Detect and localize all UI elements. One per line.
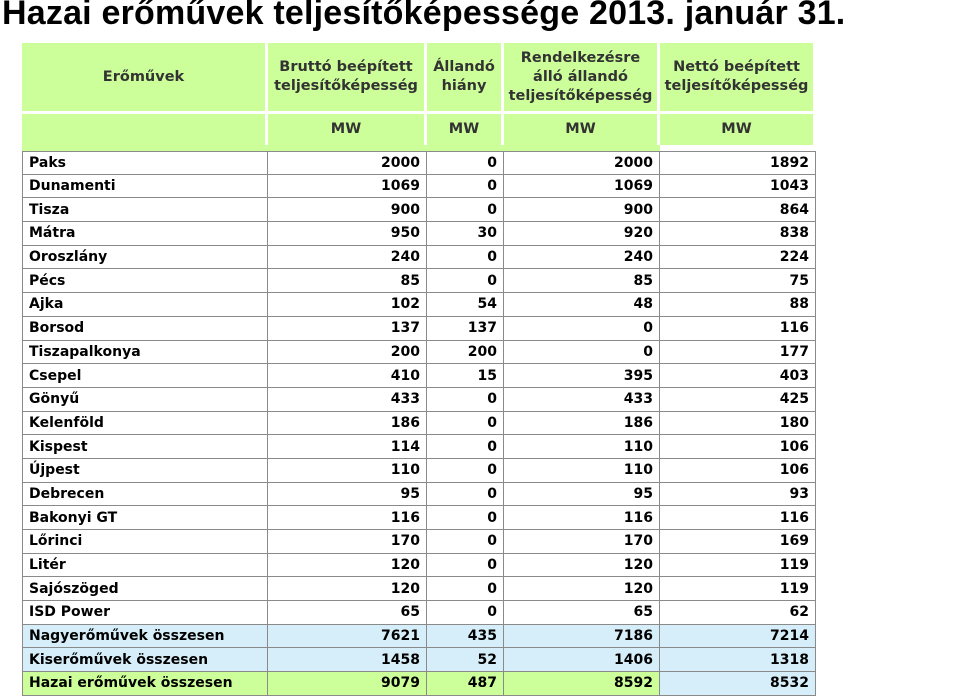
deficit-cell: 0 bbox=[427, 269, 504, 293]
net-capacity-cell: 106 bbox=[660, 459, 816, 483]
table-row bbox=[22, 341, 816, 365]
deficit-cell: 0 bbox=[427, 530, 504, 554]
net-capacity-cell: 224 bbox=[660, 246, 816, 270]
deficit-cell: 0 bbox=[427, 151, 504, 175]
plant-name-cell: Dunamenti bbox=[22, 175, 268, 199]
plant-name-cell: Mátra bbox=[22, 222, 268, 246]
table-row bbox=[22, 530, 816, 554]
available-capacity-cell: 48 bbox=[504, 293, 660, 317]
net-capacity-cell: 403 bbox=[660, 364, 816, 388]
table-row bbox=[22, 246, 816, 270]
available-capacity-cell: 120 bbox=[504, 554, 660, 578]
available-capacity-cell: 120 bbox=[504, 577, 660, 601]
plant-name-cell: Tiszapalkonya bbox=[22, 341, 268, 365]
deficit-cell: 0 bbox=[427, 577, 504, 601]
plant-name-cell: Ajka bbox=[22, 293, 268, 317]
deficit-cell: 0 bbox=[427, 601, 504, 625]
available-capacity-cell: 170 bbox=[504, 530, 660, 554]
available-capacity-cell: 110 bbox=[504, 435, 660, 459]
net-capacity-cell: 177 bbox=[660, 341, 816, 365]
header-available-capacity: Rendelkezésre álló állandó teljesítőképesség bbox=[504, 43, 660, 114]
header-permanent-deficit: Állandó hiány bbox=[427, 43, 504, 114]
gross-capacity-cell: 95 bbox=[268, 483, 427, 507]
unit-net: MW bbox=[660, 114, 816, 145]
net-capacity-cell: 116 bbox=[660, 317, 816, 341]
net-capacity-cell: 838 bbox=[660, 222, 816, 246]
deficit-cell: 0 bbox=[427, 175, 504, 199]
gross-capacity-cell: 114 bbox=[268, 435, 427, 459]
capacity-table bbox=[22, 43, 816, 696]
table-row bbox=[22, 601, 816, 625]
available-capacity-cell: 1069 bbox=[504, 175, 660, 199]
net-capacity-cell: 88 bbox=[660, 293, 816, 317]
deficit-cell: 0 bbox=[427, 506, 504, 530]
plant-name-cell: Debrecen bbox=[22, 483, 268, 507]
available-capacity-cell: 0 bbox=[504, 317, 660, 341]
gross-capacity-cell: 433 bbox=[268, 388, 427, 412]
table-row bbox=[22, 412, 816, 436]
available-capacity-cell: 7186 bbox=[504, 625, 660, 649]
plant-name-cell: Bakonyi GT bbox=[22, 506, 268, 530]
plant-name-cell: Gönyű bbox=[22, 388, 268, 412]
gross-capacity-cell: 120 bbox=[268, 554, 427, 578]
table-row bbox=[22, 269, 816, 293]
net-capacity-cell: 169 bbox=[660, 530, 816, 554]
plant-name-cell: Sajószöged bbox=[22, 577, 268, 601]
gross-capacity-cell: 1069 bbox=[268, 175, 427, 199]
net-capacity-cell: 75 bbox=[660, 269, 816, 293]
net-capacity-cell: 8532 bbox=[660, 672, 816, 696]
net-capacity-cell: 1043 bbox=[660, 175, 816, 199]
total-row bbox=[22, 672, 816, 696]
net-capacity-cell: 1318 bbox=[660, 648, 816, 672]
plant-name-cell: Litér bbox=[22, 554, 268, 578]
available-capacity-cell: 65 bbox=[504, 601, 660, 625]
available-capacity-cell: 85 bbox=[504, 269, 660, 293]
deficit-cell: 200 bbox=[427, 341, 504, 365]
plant-name-cell: Csepel bbox=[22, 364, 268, 388]
gross-capacity-cell: 116 bbox=[268, 506, 427, 530]
deficit-cell: 487 bbox=[427, 672, 504, 696]
deficit-cell: 0 bbox=[427, 388, 504, 412]
header-power-plants: Erőművek bbox=[22, 43, 268, 114]
deficit-cell: 435 bbox=[427, 625, 504, 649]
net-capacity-cell: 116 bbox=[660, 506, 816, 530]
table-body bbox=[22, 151, 816, 696]
deficit-cell: 0 bbox=[427, 246, 504, 270]
gross-capacity-cell: 240 bbox=[268, 246, 427, 270]
deficit-cell: 0 bbox=[427, 554, 504, 578]
unit-gross: MW bbox=[268, 114, 427, 145]
available-capacity-cell: 900 bbox=[504, 198, 660, 222]
table-row bbox=[22, 483, 816, 507]
page-title: Hazai erőművek teljesítőképessége 2013. január 31. bbox=[2, 0, 846, 32]
net-capacity-cell: 425 bbox=[660, 388, 816, 412]
unit-available: MW bbox=[504, 114, 660, 145]
net-capacity-cell: 864 bbox=[660, 198, 816, 222]
net-capacity-cell: 62 bbox=[660, 601, 816, 625]
table-row bbox=[22, 577, 816, 601]
gross-capacity-cell: 9079 bbox=[268, 672, 427, 696]
net-capacity-cell: 180 bbox=[660, 412, 816, 436]
gross-capacity-cell: 170 bbox=[268, 530, 427, 554]
net-capacity-cell: 119 bbox=[660, 554, 816, 578]
unit-deficit: MW bbox=[427, 114, 504, 145]
gross-capacity-cell: 102 bbox=[268, 293, 427, 317]
deficit-cell: 137 bbox=[427, 317, 504, 341]
deficit-cell: 54 bbox=[427, 293, 504, 317]
net-capacity-cell: 119 bbox=[660, 577, 816, 601]
available-capacity-cell: 240 bbox=[504, 246, 660, 270]
deficit-cell: 0 bbox=[427, 198, 504, 222]
available-capacity-cell: 1406 bbox=[504, 648, 660, 672]
table-row bbox=[22, 198, 816, 222]
unit-cell-empty bbox=[22, 114, 268, 145]
gross-capacity-cell: 2000 bbox=[268, 151, 427, 175]
available-capacity-cell: 95 bbox=[504, 483, 660, 507]
plant-name-cell: Pécs bbox=[22, 269, 268, 293]
available-capacity-cell: 186 bbox=[504, 412, 660, 436]
gross-capacity-cell: 85 bbox=[268, 269, 427, 293]
gross-capacity-cell: 410 bbox=[268, 364, 427, 388]
header-gross-capacity: Bruttó beépített teljesítőképesség bbox=[268, 43, 427, 114]
plant-name-cell: Kelenföld bbox=[22, 412, 268, 436]
gross-capacity-cell: 65 bbox=[268, 601, 427, 625]
gross-capacity-cell: 120 bbox=[268, 577, 427, 601]
subtotal-row bbox=[22, 648, 816, 672]
available-capacity-cell: 0 bbox=[504, 341, 660, 365]
table-row bbox=[22, 459, 816, 483]
plant-name-cell: Paks bbox=[22, 151, 268, 175]
plant-name-cell: Újpest bbox=[22, 459, 268, 483]
gross-capacity-cell: 1458 bbox=[268, 648, 427, 672]
gross-capacity-cell: 200 bbox=[268, 341, 427, 365]
available-capacity-cell: 110 bbox=[504, 459, 660, 483]
deficit-cell: 15 bbox=[427, 364, 504, 388]
available-capacity-cell: 8592 bbox=[504, 672, 660, 696]
deficit-cell: 30 bbox=[427, 222, 504, 246]
table-row bbox=[22, 151, 816, 175]
plant-name-cell: Lőrinci bbox=[22, 530, 268, 554]
available-capacity-cell: 433 bbox=[504, 388, 660, 412]
gross-capacity-cell: 186 bbox=[268, 412, 427, 436]
plant-name-cell: Nagyerőművek összesen bbox=[22, 625, 268, 649]
available-capacity-cell: 2000 bbox=[504, 151, 660, 175]
gross-capacity-cell: 110 bbox=[268, 459, 427, 483]
table-row bbox=[22, 293, 816, 317]
plant-name-cell: Tisza bbox=[22, 198, 268, 222]
deficit-cell: 0 bbox=[427, 435, 504, 459]
plant-name-cell: Kiserőművek összesen bbox=[22, 648, 268, 672]
gross-capacity-cell: 950 bbox=[268, 222, 427, 246]
table-row bbox=[22, 554, 816, 578]
table-row bbox=[22, 175, 816, 199]
deficit-cell: 52 bbox=[427, 648, 504, 672]
table-row bbox=[22, 222, 816, 246]
table-row bbox=[22, 506, 816, 530]
deficit-cell: 0 bbox=[427, 412, 504, 436]
plant-name-cell: Oroszlány bbox=[22, 246, 268, 270]
capacity-table-wrapper bbox=[22, 43, 816, 696]
plant-name-cell: Kispest bbox=[22, 435, 268, 459]
gross-capacity-cell: 900 bbox=[268, 198, 427, 222]
plant-name-cell: Borsod bbox=[22, 317, 268, 341]
header-net-capacity: Nettó beépített teljesítőképesség bbox=[660, 43, 816, 114]
net-capacity-cell: 7214 bbox=[660, 625, 816, 649]
plant-name-cell: ISD Power bbox=[22, 601, 268, 625]
deficit-cell: 0 bbox=[427, 483, 504, 507]
plant-name-cell: Hazai erőművek összesen bbox=[22, 672, 268, 696]
net-capacity-cell: 93 bbox=[660, 483, 816, 507]
available-capacity-cell: 920 bbox=[504, 222, 660, 246]
net-capacity-cell: 1892 bbox=[660, 151, 816, 175]
table-row bbox=[22, 317, 816, 341]
deficit-cell: 0 bbox=[427, 459, 504, 483]
table-row bbox=[22, 364, 816, 388]
available-capacity-cell: 116 bbox=[504, 506, 660, 530]
subtotal-row bbox=[22, 625, 816, 649]
net-capacity-cell: 106 bbox=[660, 435, 816, 459]
gross-capacity-cell: 137 bbox=[268, 317, 427, 341]
table-row bbox=[22, 435, 816, 459]
available-capacity-cell: 395 bbox=[504, 364, 660, 388]
gross-capacity-cell: 7621 bbox=[268, 625, 427, 649]
table-row bbox=[22, 388, 816, 412]
